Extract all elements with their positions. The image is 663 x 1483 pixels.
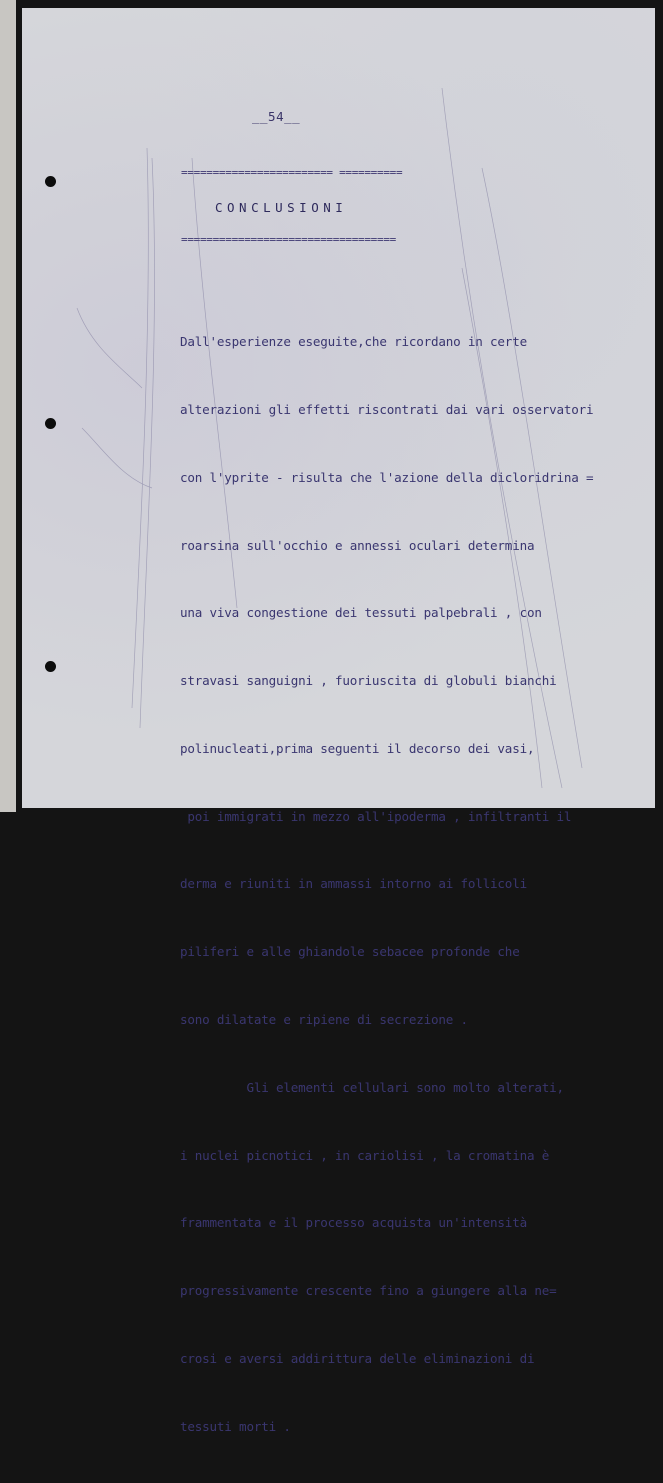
text-line: una viva congestione dei tessuti palpebrali , con bbox=[180, 605, 542, 621]
text-line: Gli elementi cellulari sono molto alterati, bbox=[180, 1079, 564, 1095]
page-number: __54__ bbox=[252, 109, 301, 124]
heading-rule-top: ======================== ========== bbox=[181, 166, 403, 179]
text-line: roarsina sull'occhio e annessi oculari determina bbox=[180, 537, 535, 553]
text-line: Dall'esperienze eseguite,che ricordano in certe bbox=[180, 334, 527, 350]
text-line: con l'yprite - risulta che l'azione della dicloridrina = bbox=[180, 469, 594, 485]
text-line: alterazioni gli effetti riscontrati dai vari osservatori bbox=[180, 401, 594, 417]
text-line: tessuti morti . bbox=[180, 1418, 291, 1434]
text-line: frammentata e il processo acquista un'intensità bbox=[180, 1215, 527, 1231]
text-line: i nuclei picnotici , in cariolisi , la cromatina è bbox=[180, 1147, 550, 1163]
text-line: progressivamente crescente fino a giungere alla ne= bbox=[180, 1283, 557, 1299]
text-line: derma e riuniti in ammassi intorno ai follicoli bbox=[180, 876, 527, 892]
text-line: sono dilatate e ripiene di secrezione . bbox=[180, 1012, 468, 1027]
text-line: piliferi e alle ghiandole sebacee profonde che bbox=[180, 944, 520, 960]
heading-rule-bottom: ================================== bbox=[181, 233, 396, 246]
text-line: polinucleati,prima seguenti il decorso dei vasi, bbox=[180, 740, 535, 756]
text-line: stravasi sanguigni , fuoriuscita di globuli bianchi bbox=[180, 673, 557, 689]
pencil-strokes bbox=[22, 8, 655, 808]
text-line: poi immigrati in mezzo all'ipoderma , infiltranti il bbox=[180, 808, 572, 824]
adjacent-page-edge bbox=[0, 0, 16, 812]
document-page bbox=[22, 8, 655, 1434]
section-heading: CONCLUSIONI bbox=[215, 200, 348, 215]
text-line: crosi e aversi addirittura delle eliminazioni di bbox=[180, 1350, 535, 1366]
